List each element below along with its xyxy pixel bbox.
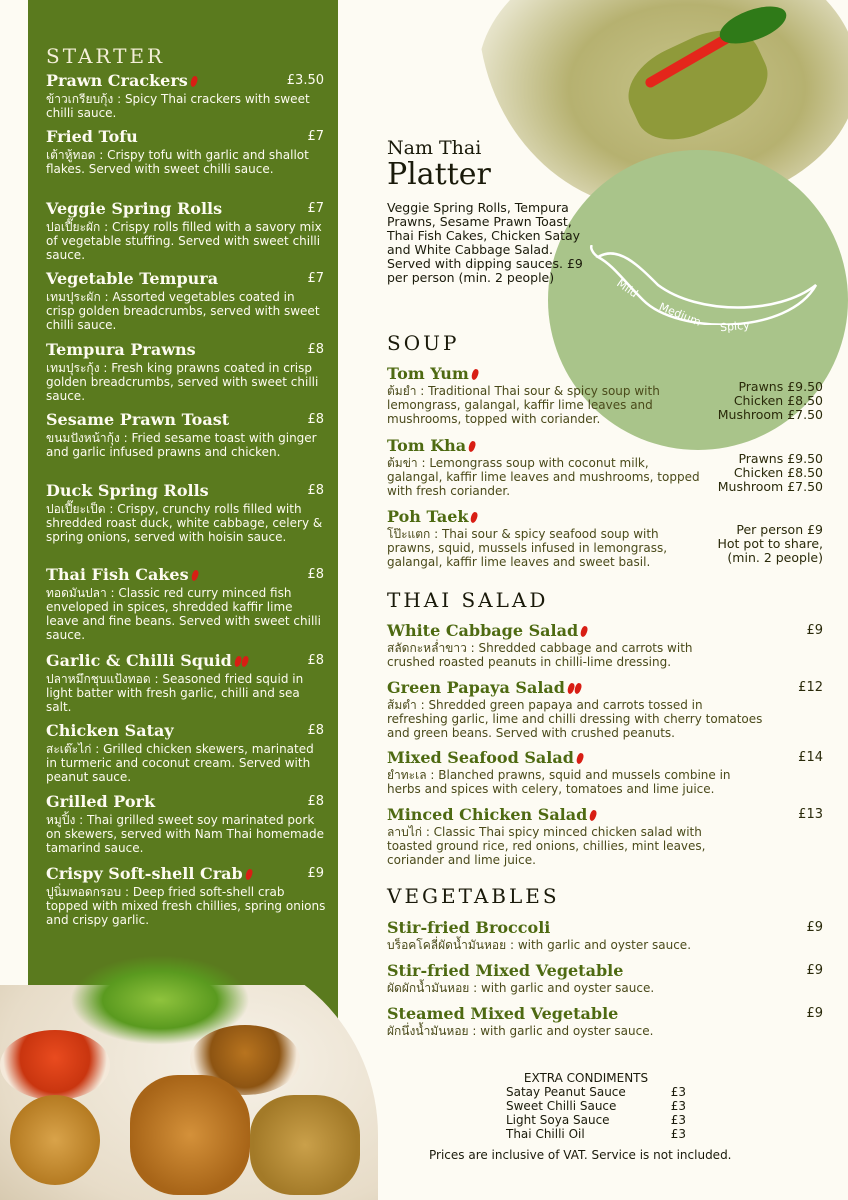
item-desc: ลาบไก่ : Classic Thai spicy minced chicken salad with toasted ground rice, red onions, chillies, mint leaves, coriander and lime juice. <box>387 825 706 867</box>
chili-icon <box>589 809 598 821</box>
item-name: Garlic & Chilli Squid <box>46 651 232 670</box>
item-name: Tom Yum <box>387 364 469 383</box>
item-name: Stir-fried Broccoli <box>387 918 551 937</box>
menu-item <box>46 864 326 927</box>
menu-item <box>387 748 823 796</box>
item-name: Stir-fried Mixed Vegetable <box>387 961 624 980</box>
chili-icon <box>470 511 479 523</box>
item-desc: ปูนิ่มทอดกรอบ : Deep fried soft-shell crab topped with mixed fresh chillies, spring onions and crispy garlic. <box>46 885 326 927</box>
item-name: Veggie Spring Rolls <box>46 199 223 218</box>
item-name: Crispy Soft-shell Crab <box>46 864 243 883</box>
chili-icon <box>573 682 582 694</box>
starter-title: STARTER <box>46 44 166 68</box>
item-name: Duck Spring Rolls <box>46 481 209 500</box>
menu-item <box>46 269 326 332</box>
menu-item <box>46 721 326 784</box>
medium-label: Medium <box>657 300 703 329</box>
item-name: Grilled Pork <box>46 792 156 811</box>
item-desc: บร็อคโคลี่ผัดน้ำมันหอย : with garlic and oyster sauce. <box>387 938 692 952</box>
item-name: White Cabbage Salad <box>387 621 579 640</box>
item-desc: ผักนึ่งน้ำมันหอย : with garlic and oyster sauce. <box>387 1024 654 1038</box>
menu-item <box>387 678 823 740</box>
item-price: £8 <box>307 567 324 582</box>
item-price: £9 <box>806 920 823 935</box>
item-desc: ส้มตำ : Shredded green papaya and carrots tossed in refreshing garlic, lime and chilli dressing with cherry tomatoes and green beans. Served with crushed peanuts. <box>387 698 763 740</box>
item-price: £9 <box>307 866 324 881</box>
item-desc: ต้มยำ : Traditional Thai sour & spicy soup with lemongrass, galangal, kaffir lime leaves and mushrooms, topped with coriander. <box>387 384 660 426</box>
salad-title: THAI SALAD <box>387 588 549 612</box>
menu-item <box>46 651 326 714</box>
item-price: £8 <box>307 412 324 427</box>
item-name: Mixed Seafood Salad <box>387 748 574 767</box>
menu-item <box>387 961 823 995</box>
item-desc: เทมปุระกุ้ง : Fresh king prawns coated in crisp golden breadcrumbs, served with sweet chilli sauce. <box>46 361 319 403</box>
item-name: Tom Kha <box>387 436 467 455</box>
item-price: £14 <box>798 750 823 765</box>
menu-item <box>46 792 326 855</box>
condiment-row: Satay Peanut Sauce £3 <box>506 1085 686 1099</box>
item-price: £8 <box>307 794 324 809</box>
condiment-row: Thai Chilli Oil £3 <box>506 1127 686 1141</box>
item-name: Sesame Prawn Toast <box>46 410 230 429</box>
condiment-row: Sweet Chilli Sauce £3 <box>506 1099 686 1113</box>
item-name: Green Papaya Salad <box>387 678 565 697</box>
item-desc: ปอเปี๊ยะผัก : Crispy rolls filled with a savory mix of vegetable stuffing. Served with sweet chilli sauce. <box>46 220 322 262</box>
item-prices: Prawns £9.50 Chicken £8.50 Mushroom £7.50 <box>717 451 823 494</box>
item-name: Minced Chicken Salad <box>387 805 588 824</box>
chili-icon <box>468 440 477 452</box>
menu-item <box>387 918 823 952</box>
item-desc: ทอดมันปลา : Classic red curry minced fish enveloped in spices, shredded kaffir lime leave and fine beans. Served with sweet chilli sauce. <box>46 586 321 642</box>
item-price: £9 <box>806 1006 823 1021</box>
item-name: Poh Taek <box>387 507 469 526</box>
menu-item <box>46 127 326 176</box>
menu-item <box>387 805 823 867</box>
chili-icon <box>580 625 589 637</box>
item-desc: เต้าหู้ทอด : Crispy tofu with garlic and shallot flakes. Served with sweet chilli sauce. <box>46 148 309 176</box>
spicy-label: Spicy <box>719 318 751 335</box>
item-price: £7 <box>307 129 324 144</box>
menu-item <box>46 71 326 120</box>
footer-note: Prices are inclusive of VAT. Service is not included. <box>429 1148 732 1162</box>
item-price: £7 <box>307 201 324 216</box>
item-name: Chicken Satay <box>46 721 174 740</box>
item-price: £9 <box>806 963 823 978</box>
item-name: Fried Tofu <box>46 127 138 146</box>
platter-desc: Veggie Spring Rolls, Tempura Prawns, Sesame Prawn Toast, Thai Fish Cakes, Chicken Satay and White Cabbage Salad. Served with dipping sauces. £9 per person (min. 2 people) <box>387 200 583 285</box>
platter-subtitle: Nam Thai <box>387 137 482 159</box>
item-name: Steamed Mixed Vegetable <box>387 1004 619 1023</box>
menu-item <box>387 436 823 498</box>
item-desc: ข้าวเกรียบกุ้ง : Spicy Thai crackers with sweet chilli sauce. <box>46 92 310 120</box>
condiment-row: Light Soya Sauce £3 <box>506 1113 686 1127</box>
item-price: £7 <box>307 271 324 286</box>
item-desc: เทมปุระผัก : Assorted vegetables coated in crisp golden breadcrumbs, served with sweet chilli sauce. <box>46 290 320 332</box>
menu-item <box>387 1004 823 1038</box>
item-price: £8 <box>307 723 324 738</box>
item-price: £12 <box>798 680 823 695</box>
chili-icon <box>190 569 199 581</box>
item-desc: ปลาหมึกชุบแป้งทอด : Seasoned fried squid in light batter with fresh garlic, chilli and sea salt. <box>46 672 304 714</box>
item-price: £8 <box>307 483 324 498</box>
extra-condiments <box>506 1071 686 1141</box>
chili-icon <box>244 868 253 880</box>
item-price: £13 <box>798 807 823 822</box>
chili-icon <box>575 752 584 764</box>
item-desc: หมูปิ้ง : Thai grilled sweet soy marinated pork on skewers, served with Nam Thai homemade tamarind sauce. <box>46 813 325 855</box>
soup-title: SOUP <box>387 331 460 355</box>
menu-item <box>46 199 326 262</box>
item-desc: ต้มข่า : Lemongrass soup with coconut milk, galangal, kaffir lime leaves and mushrooms, topped with fresh coriander. <box>387 456 700 498</box>
item-name: Tempura Prawns <box>46 340 196 359</box>
platter-title: Platter <box>387 157 491 192</box>
menu-item <box>46 410 326 459</box>
item-price: £8 <box>307 653 324 668</box>
condiments-title: EXTRA CONDIMENTS <box>523 1071 649 1085</box>
menu-item <box>46 481 326 544</box>
item-desc: สะเต๊ะไก่ : Grilled chicken skewers, marinated in turmeric and coconut cream. Served with peanut sauce. <box>46 742 314 784</box>
menu-item <box>387 507 823 569</box>
menu-item <box>46 565 326 642</box>
item-name: Thai Fish Cakes <box>46 565 189 584</box>
chili-icon <box>189 75 198 87</box>
item-prices: Prawns £9.50 Chicken £8.50 Mushroom £7.50 <box>717 379 823 422</box>
menu-item <box>387 621 823 669</box>
item-desc: สลัดกะหล่ำขาว : Shredded cabbage and carrots with crushed roasted peanuts in chilli-lime dressing. <box>387 641 693 669</box>
item-price: £8 <box>307 342 324 357</box>
item-desc: ขนมปังหน้ากุ้ง : Fried sesame toast with ginger and garlic infused prawns and chicken. <box>46 431 317 459</box>
item-prices: Per person £9 Hot pot to share, (min. 2 people) <box>717 522 823 565</box>
item-desc: โป๊ะแตก : Thai sour & spicy seafood soup with prawns, squid, mussels infused in lemongrass, galangal, kaffir lime leaves and sweet basil. <box>387 527 668 569</box>
menu-item <box>387 364 823 426</box>
vegetables-title: VEGETABLES <box>387 884 560 908</box>
mild-label: Mild <box>614 276 641 301</box>
item-price: £3.50 <box>286 73 324 88</box>
item-name: Prawn Crackers <box>46 71 188 90</box>
item-price: £9 <box>806 623 823 638</box>
item-name: Vegetable Tempura <box>46 269 219 288</box>
menu-item <box>46 340 326 403</box>
item-desc: ยำทะเล : Blanched prawns, squid and mussels combine in herbs and spices with celery, tomatoes and lime juice. <box>387 768 731 796</box>
chili-icon <box>470 368 479 380</box>
item-desc: ผัดผักน้ำมันหอย : with garlic and oyster sauce. <box>387 981 655 995</box>
item-desc: ปอเปี๊ยะเป็ด : Crispy, crunchy rolls filled with shredded roast duck, white cabbage, celery & spring onions, served with hoisin sauce. <box>46 502 323 544</box>
